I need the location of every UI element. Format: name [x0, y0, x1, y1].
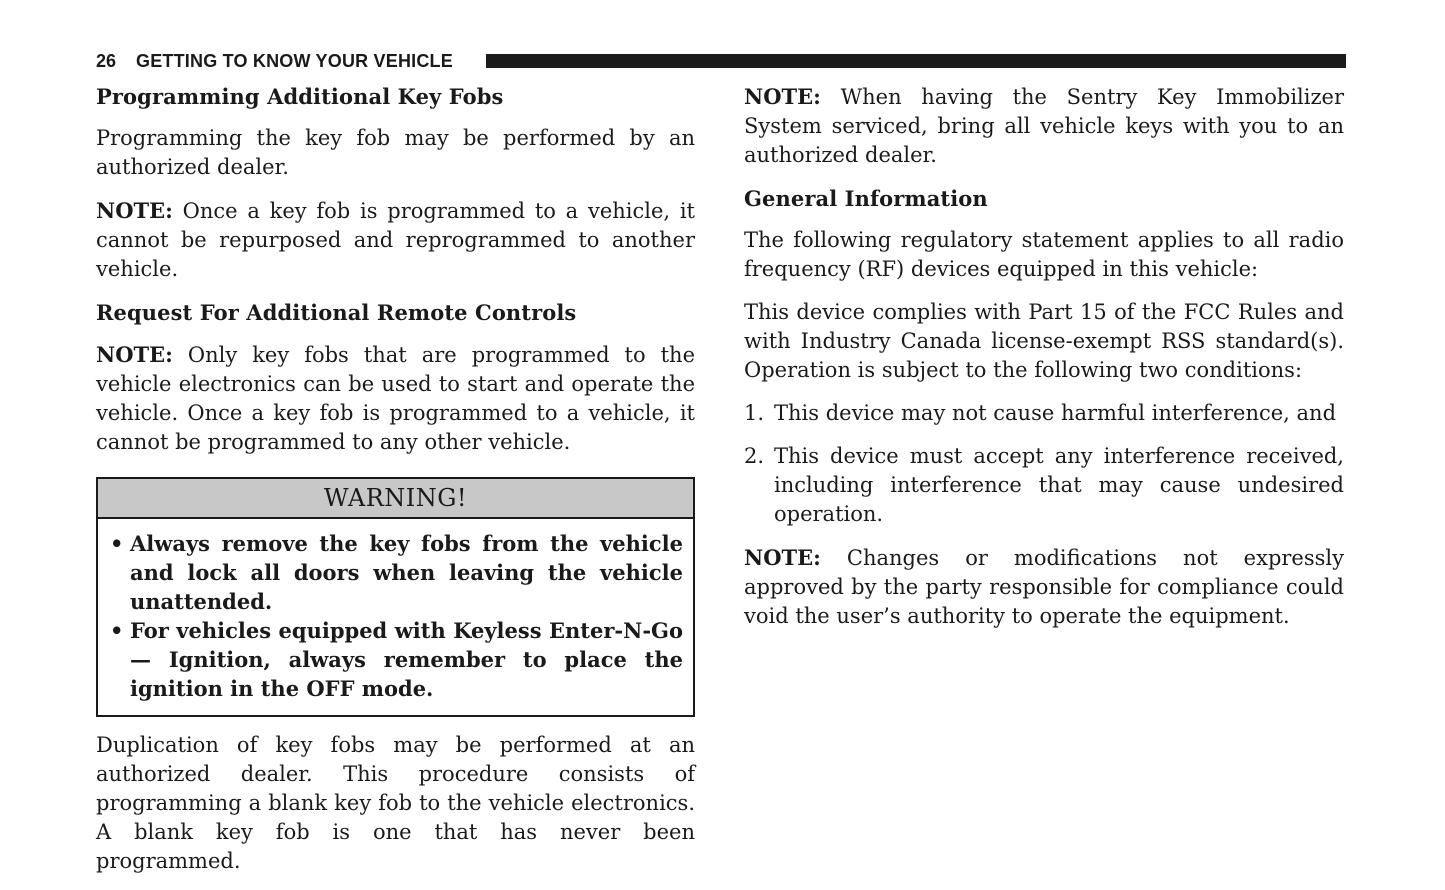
- page-number: 26: [96, 51, 117, 71]
- left-column: [96, 82, 695, 890]
- condition-item: [744, 442, 1344, 529]
- note-label: NOTE:: [744, 545, 821, 570]
- warning-title: WARNING!: [98, 479, 693, 519]
- note-text: When having the Sentry Key Immobilizer System serviced, bring all vehicle keys with you to an authorized dealer.: [744, 85, 1344, 167]
- warning-box: [96, 477, 695, 717]
- condition-text: This device must accept any interference received, including interference that may cause undesired operation.: [774, 444, 1344, 526]
- condition-number: 1.: [744, 401, 765, 425]
- note-text: Once a key fob is programmed to a vehicle, it cannot be repurposed and reprogrammed to another vehicle.: [96, 199, 695, 281]
- warning-list: [98, 519, 693, 715]
- condition-item: [744, 399, 1344, 428]
- condition-number: 2.: [744, 444, 765, 468]
- paragraph-duplication: Duplication of key fobs may be performed at an authorized dealer. This procedure consists of programming a blank key fob to the vehicle electronics. A blank key fob is one that has never been programmed.: [96, 733, 695, 873]
- bullet-icon: •: [110, 618, 124, 643]
- paragraph-fcc: This device complies with Part 15 of the FCC Rules and with Industry Canada license-exempt RSS standard(s). Operation is subject to the following two conditions:: [744, 300, 1344, 382]
- page-header: [96, 50, 1346, 72]
- bullet-icon: •: [110, 531, 124, 556]
- warning-item: [108, 529, 683, 616]
- warning-item: [108, 616, 683, 703]
- note-programmed-fobs: [96, 340, 695, 457]
- paragraph-regulatory: The following regulatory statement applies to all radio frequency (RF) devices equipped in this vehicle:: [744, 228, 1344, 281]
- conditions-list: [744, 399, 1344, 529]
- note-sentry-key: [744, 82, 1344, 170]
- note-repurpose: [96, 196, 695, 284]
- section-title: GETTING TO KNOW YOUR VEHICLE: [136, 51, 453, 71]
- note-modifications: [744, 543, 1344, 631]
- header-rule: [486, 54, 1346, 68]
- heading-request-remote-controls: Request For Additional Remote Controls: [96, 300, 577, 325]
- heading-programming-key-fobs: Programming Additional Key Fobs: [96, 84, 504, 109]
- condition-text: This device may not cause harmful interference, and: [774, 401, 1337, 425]
- warning-item-text: For vehicles equipped with Keyless Enter-N-Go — Ignition, always remember to place the ignition in the OFF mode.: [130, 618, 683, 701]
- note-text: Changes or modifications not expressly approved by the party responsible for compliance could void the user’s authority to operate the equipment.: [744, 546, 1344, 628]
- right-column: [744, 82, 1344, 645]
- note-label: NOTE:: [96, 198, 173, 223]
- note-text: Only key fobs that are programmed to the vehicle electronics can be used to start and operate the vehicle. Once a key fob is programmed to a vehicle, it cannot be programmed to any other vehicle.: [96, 343, 695, 454]
- note-label: NOTE:: [96, 342, 173, 367]
- heading-general-information: General Information: [744, 186, 988, 211]
- note-label: NOTE:: [744, 84, 821, 109]
- warning-item-text: Always remove the key fobs from the vehicle and lock all doors when leaving the vehicle unattended.: [130, 531, 683, 614]
- paragraph-programming: Programming the key fob may be performed by an authorized dealer.: [96, 126, 695, 179]
